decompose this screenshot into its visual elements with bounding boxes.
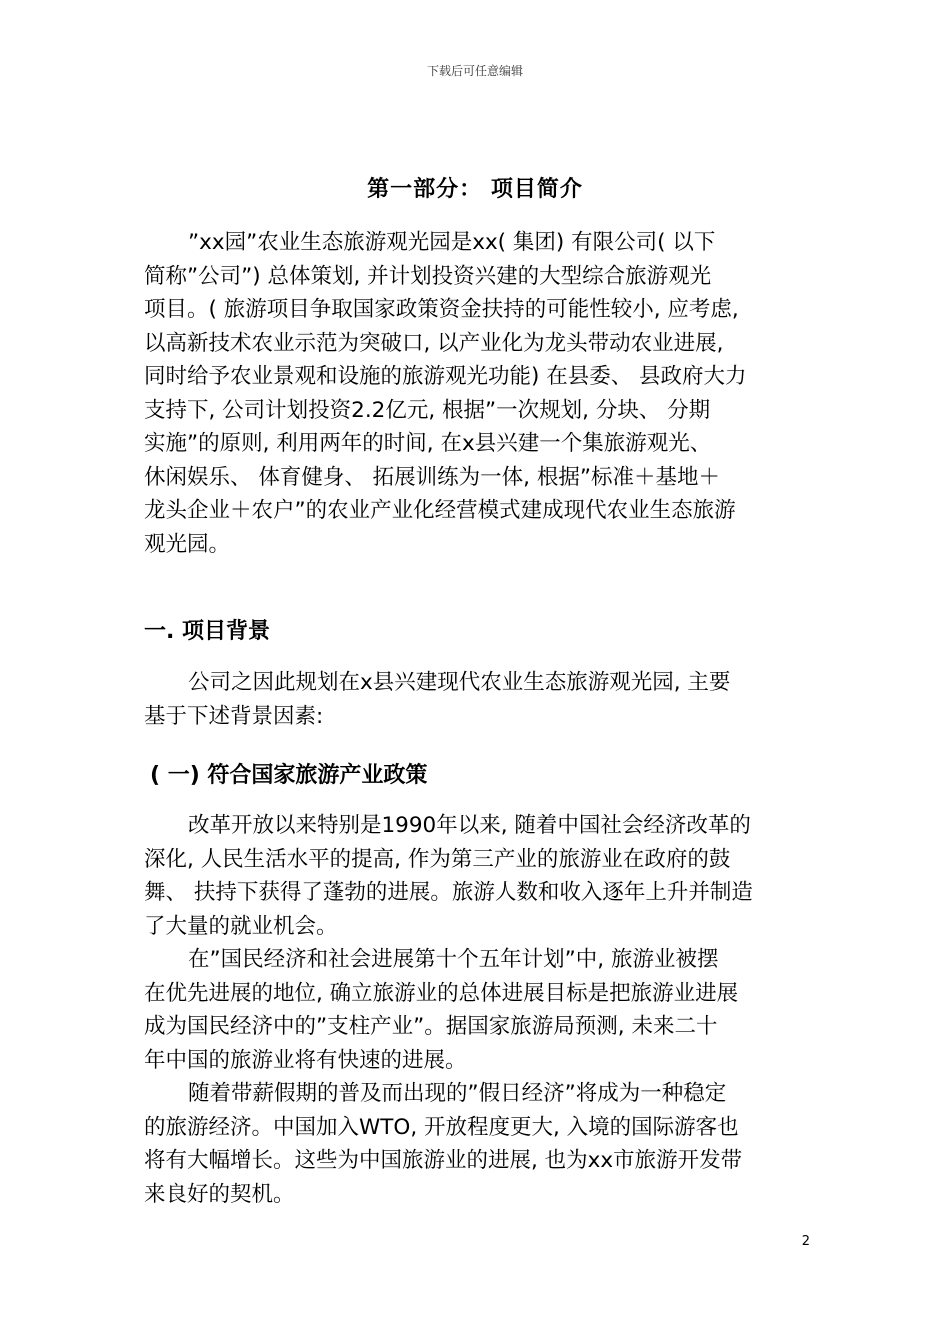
background-paragraph <box>144 666 808 733</box>
intro-paragraph <box>144 226 808 561</box>
paragraph-line: 以高新技术农业示范为突破口, 以产业化为龙头带动农业进展, <box>144 330 724 356</box>
page-number: 2 <box>801 1234 810 1249</box>
paragraph-line: 公司之因此规划在x县兴建现代农业生态旅游观光园, 主要 <box>188 670 731 695</box>
section-heading-background: 一. 项目背景 <box>144 619 271 644</box>
paragraph-line: 随着带薪假期的普及而出现的”假日经济”将成为一种稳定 <box>188 1081 727 1106</box>
paragraph-line: 支持下, 公司计划投资2.2亿元, 根据”一次规划, 分块、 分期 <box>144 397 711 423</box>
paragraph-line: 来良好的契机。 <box>144 1181 295 1207</box>
paragraph-line: 实施”的原则, 利用两年的时间, 在x县兴建一个集旅游观光、 <box>144 431 712 456</box>
document-title: 第一部分： 项目简介 <box>367 177 583 202</box>
paragraph-line: 深化, 人民生活水平的提高, 作为第三产业的旅游业在政府的鼓 <box>144 846 731 872</box>
paragraph-line: 观光园。 <box>144 531 231 557</box>
policy-paragraph-3 <box>144 1077 808 1211</box>
paragraph-line: 舞、 扶持下获得了蓬勃的进展。旅游人数和收入逐年上升并制造 <box>144 880 753 905</box>
paragraph-line: ”xx园”农业生态旅游观光园是xx( 集团) 有限公司( 以下 <box>188 230 716 255</box>
paragraph-line: 项目。( 旅游项目争取国家政策资金扶持的可能性较小, 应考虑, <box>144 297 739 322</box>
paragraph-line: 将有大幅增长。这些为中国旅游业的进展, 也为xx市旅游开发带 <box>144 1148 743 1173</box>
page-header-note: 下载后可任意编辑 <box>426 64 523 78</box>
paragraph-line: 在优先进展的地位, 确立旅游业的总体进展目标是把旅游业进展 <box>144 980 739 1006</box>
paragraph-line: 年中国的旅游业将有快速的进展。 <box>144 1047 467 1073</box>
paragraph-line: 改革开放以来特别是1990年以来, 随着中国社会经济改革的 <box>188 813 751 838</box>
paragraph-line: 龙头企业＋农户”的农业产业化经营模式建成现代农业生态旅游 <box>144 498 736 523</box>
paragraph-line: 简称”公司”) 总体策划, 并计划投资兴建的大型综合旅游观光 <box>144 263 712 289</box>
paragraph-line: 的旅游经济。中国加入WTO, 开放程度更大, 入境的国际游客也 <box>144 1114 739 1140</box>
policy-paragraph-1 <box>144 809 808 943</box>
paragraph-line: 休闲娱乐、 体育健身、 拓展训练为一体, 根据”标准＋基地＋ <box>144 464 720 490</box>
paragraph-line: 同时给予农业景观和设施的旅游观光功能) 在县委、 县政府大力 <box>144 364 747 389</box>
paragraph-line: 了大量的就业机会。 <box>144 913 338 939</box>
subsection-heading-policy: ( 一) 符合国家旅游产业政策 <box>150 763 428 788</box>
paragraph-line: 成为国民经济中的”支柱产业”。据国家旅游局预测, 未来二十 <box>144 1014 718 1039</box>
policy-paragraph-2 <box>144 943 808 1077</box>
paragraph-line: 基于下述背景因素: <box>144 703 324 729</box>
paragraph-line: 在”国民经济和社会进展第十个五年计划”中, 旅游业被摆 <box>188 947 719 972</box>
